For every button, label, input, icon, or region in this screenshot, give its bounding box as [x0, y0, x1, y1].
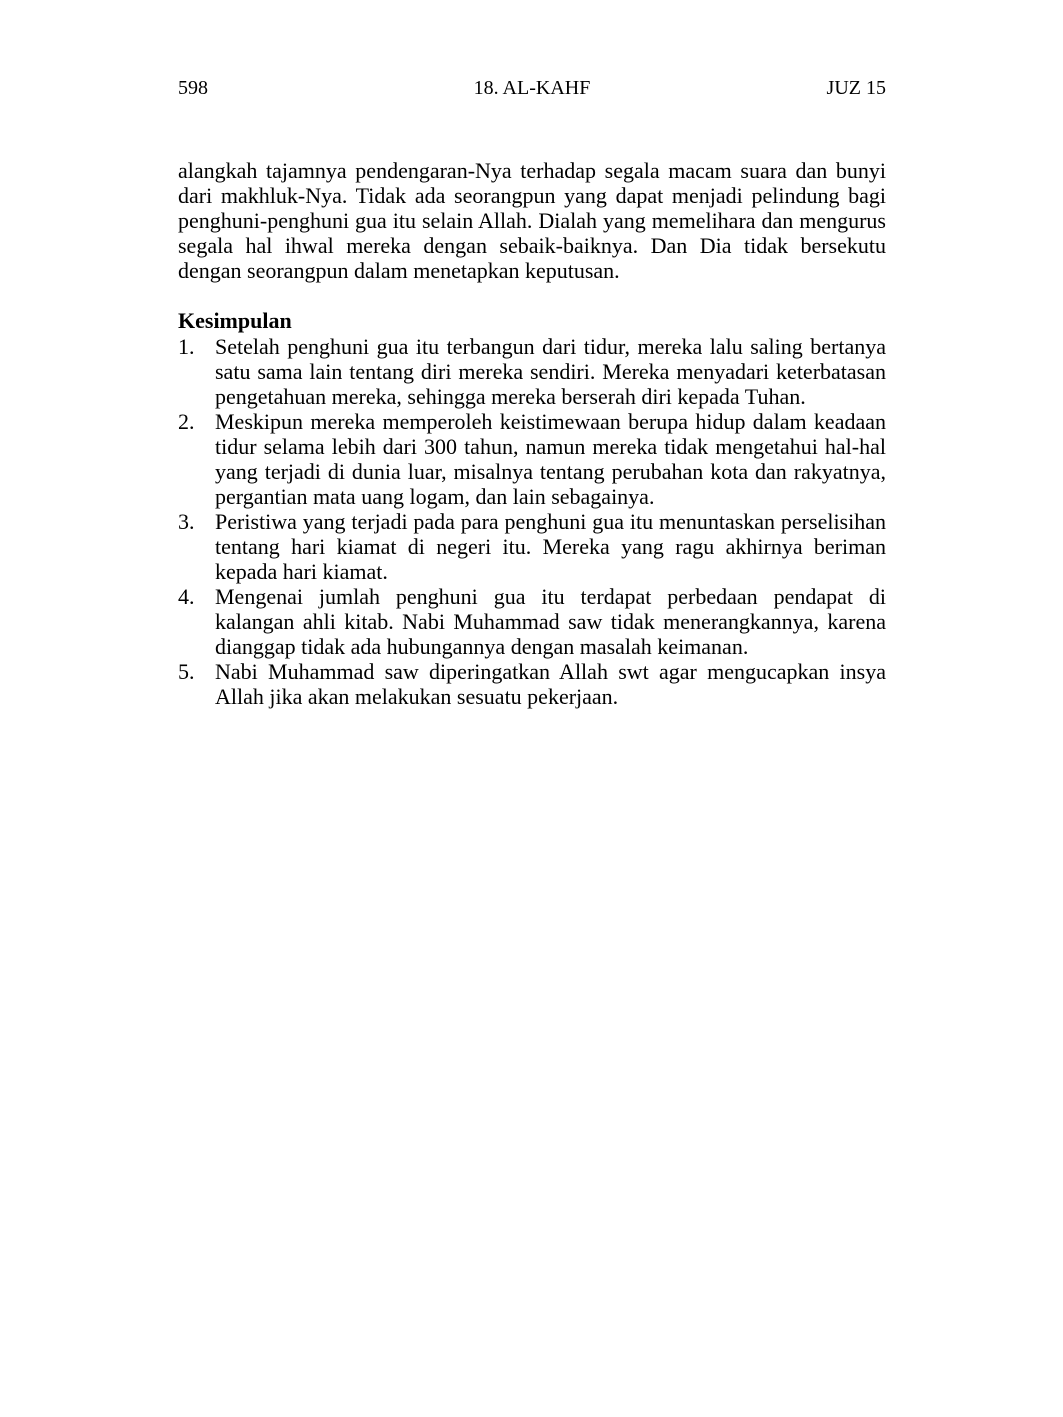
chapter-title: 18. AL-KAHF	[473, 77, 591, 99]
page-number: 598	[178, 77, 208, 99]
conclusion-list	[178, 334, 886, 709]
page-body	[178, 158, 886, 709]
conclusion-item-4	[178, 584, 886, 659]
item-number: 3.	[178, 509, 195, 534]
item-number: 1.	[178, 334, 195, 359]
item-text: Peristiwa yang terjadi pada para penghuni gua itu menuntaskan perselisihan tentang hari kiamat di negeri itu. Mereka yang ragu akhirnya beriman kepada hari kiamat.	[215, 509, 886, 584]
conclusion-item-5	[178, 659, 886, 709]
juz-label: JUZ 15	[826, 77, 886, 99]
section-heading-kesimpulan: Kesimpulan	[178, 308, 292, 333]
conclusion-item-2	[178, 409, 886, 509]
item-number: 5.	[178, 659, 195, 684]
item-text: Setelah penghuni gua itu terbangun dari tidur, mereka lalu saling bertanya satu sama lain tentang diri mereka sendiri. Mereka menyadari keterbatasan pengetahuan mereka, sehingga mereka berserah diri kepada Tuhan.	[215, 334, 886, 409]
item-text: Mengenai jumlah penghuni gua itu terdapat perbedaan pendapat di kalangan ahli kitab. Nabi Muhammad saw tidak menerangkannya, karena dianggap tidak ada hubungannya dengan masalah keimanan.	[215, 584, 886, 659]
intro-paragraph: alangkah tajamnya pendengaran-Nya terhadap segala macam suara dan bunyi dari makhluk-Nya. Tidak ada seorangpun yang dapat menjadi pelindung bagi penghuni-penghuni gua itu selain Allah. Dialah yang memelihara dan mengurus segala hal ihwal mereka dengan sebaik-baiknya. Dan Dia tidak bersekutu dengan seorangpun dalam menetapkan keputusan.	[178, 158, 886, 283]
conclusion-item-1	[178, 334, 886, 409]
page-header	[178, 75, 886, 101]
conclusion-item-3	[178, 509, 886, 584]
item-text: Meskipun mereka memperoleh keistimewaan berupa hidup dalam keadaan tidur selama lebih dari 300 tahun, namun mereka tidak mengetahui hal-hal yang terjadi di dunia luar, misalnya tentang perubahan kota dan rakyatnya, pergantian mata uang logam, dan lain sebagainya.	[215, 409, 886, 509]
item-text: Nabi Muhammad saw diperingatkan Allah swt agar mengucapkan insya Allah jika akan melakukan sesuatu pekerjaan.	[215, 659, 886, 709]
item-number: 2.	[178, 409, 195, 434]
item-number: 4.	[178, 584, 195, 609]
